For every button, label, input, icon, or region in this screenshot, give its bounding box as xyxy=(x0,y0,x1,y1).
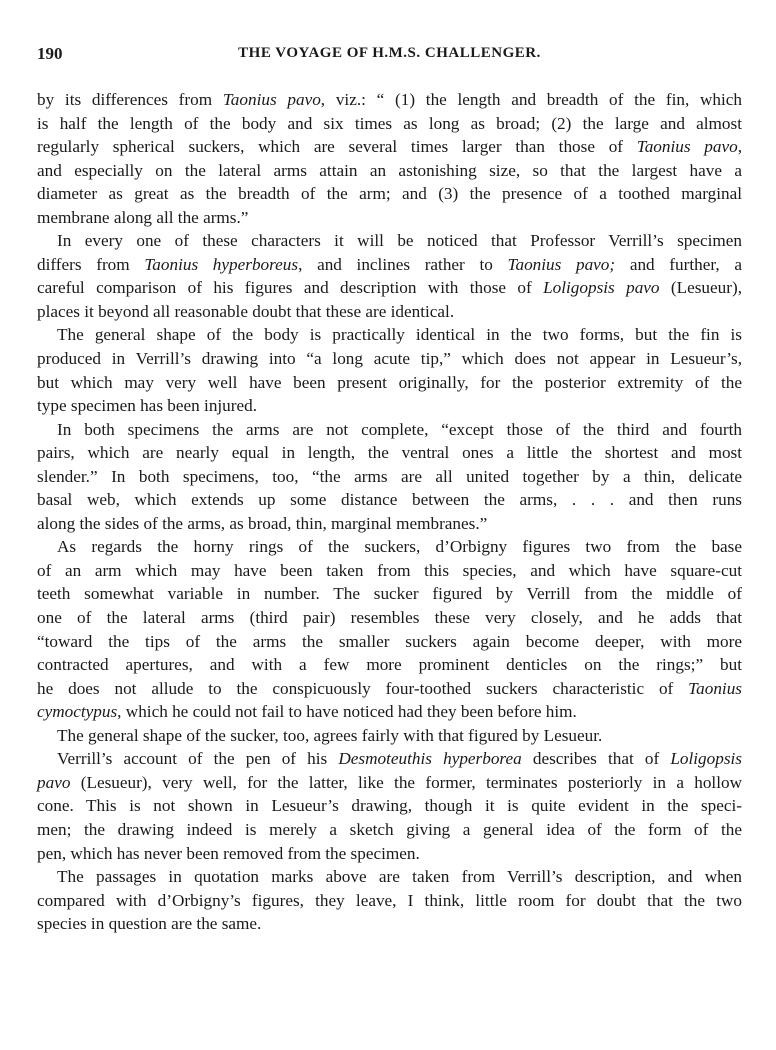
text-run: basal web, which extends up some distance between the arms, . . . and then runs xyxy=(37,490,742,510)
text-run: The general shape of the sucker, too, agrees fairly with that figured by Lesueur. xyxy=(57,725,603,745)
text-run: pen, which has never been removed from the specimen. xyxy=(37,843,420,863)
body-text xyxy=(37,88,742,936)
text-line xyxy=(37,747,742,771)
text-run: which he could not fail to have noticed had they been before him. xyxy=(121,702,577,722)
text-line xyxy=(37,512,742,536)
text-run: along the sides of the arms, as broad, thin, marginal membranes.” xyxy=(37,513,488,533)
text-run: type specimen has been injured. xyxy=(37,396,258,416)
text-run: and further, a xyxy=(615,254,742,274)
text-run: but which may very well have been present originally, for the posterior extremity of the xyxy=(37,372,742,392)
text-line xyxy=(37,842,742,866)
text-run: Verrill’s account of the pen of his xyxy=(57,749,339,769)
text-line xyxy=(37,818,742,842)
text-run: and especially on the lateral arms attain an astonishing size, so that the largest have a xyxy=(37,160,742,180)
text-run: (Lesueur), xyxy=(659,278,742,298)
text-line xyxy=(37,418,742,442)
italic-text: Taonius pavo; xyxy=(507,254,616,274)
text-line xyxy=(37,535,742,559)
text-run: , xyxy=(737,137,742,157)
text-line xyxy=(37,465,742,489)
text-line xyxy=(37,323,742,347)
text-line xyxy=(37,253,742,277)
text-run: , and inclines rather to xyxy=(298,254,508,274)
text-line xyxy=(37,371,742,395)
text-line xyxy=(37,582,742,606)
text-line xyxy=(37,394,742,418)
text-line xyxy=(37,606,742,630)
text-line xyxy=(37,347,742,371)
running-header xyxy=(37,44,742,66)
text-line xyxy=(37,182,742,206)
text-run: “toward the tips of the arms the smaller suckers again become deeper, with more xyxy=(37,631,742,651)
text-run: places it beyond all reasonable doubt that these are identical. xyxy=(37,301,455,321)
italic-text: pavo xyxy=(37,772,71,792)
text-line xyxy=(37,912,742,936)
text-line xyxy=(37,700,742,724)
text-run: As regards the horny rings of the suckers, d’Orbigny figures two from the base xyxy=(57,537,742,557)
text-line xyxy=(37,889,742,913)
text-line xyxy=(37,206,742,230)
text-run: , viz.: “ (1) the length and breadth of the fin, which xyxy=(320,90,742,109)
text-run: one of the lateral arms (third pair) resembles these very closely, and he adds that xyxy=(37,608,742,628)
text-run: careful comparison of his figures and description with those of xyxy=(37,278,544,298)
text-line xyxy=(37,724,742,748)
text-line xyxy=(37,771,742,795)
text-line xyxy=(37,112,742,136)
text-run: cone. This is not shown in Lesueur’s drawing, though it is quite evident in the speci- xyxy=(37,796,742,816)
italic-text: Taonius pavo xyxy=(636,137,738,157)
text-run: slender.” In both specimens, too, “the arms are all united together by a thin, delicate xyxy=(37,466,742,486)
text-line xyxy=(37,677,742,701)
text-line xyxy=(37,300,742,324)
text-line xyxy=(37,794,742,818)
text-line xyxy=(37,441,742,465)
text-run: membrane along all the arms.” xyxy=(37,207,249,227)
text-run: compared with d’Orbigny’s figures, they leave, I think, little room for doubt that the two xyxy=(37,890,742,910)
text-line xyxy=(37,630,742,654)
text-run: differs from xyxy=(37,254,145,274)
text-run: he does not allude to the conspicuously four-toothed suckers characteristic of xyxy=(37,678,689,698)
text-run: (Lesueur), very well, for the latter, like the former, terminates posteriorly in a hollow xyxy=(70,772,742,792)
text-run: The passages in quotation marks above are taken from Verrill’s description, and when xyxy=(57,867,742,887)
text-line xyxy=(37,135,742,159)
italic-text: Desmoteuthis hyperborea xyxy=(338,749,522,769)
italic-text: Taonius hyperboreus xyxy=(144,254,299,274)
text-run: diameter as great as the breadth of the arm; and (3) the presence of a toothed marginal xyxy=(37,184,742,204)
text-run: of an arm which may have been taken from this species, and which have square-cut xyxy=(37,560,742,580)
text-run: men; the drawing indeed is merely a sketch giving a general idea of the form of the xyxy=(37,819,742,839)
text-run: species in question are the same. xyxy=(37,914,262,934)
text-line xyxy=(37,229,742,253)
text-line xyxy=(37,559,742,583)
text-line xyxy=(37,276,742,300)
text-line xyxy=(37,159,742,183)
text-line xyxy=(37,865,742,889)
italic-text: Taonius pavo xyxy=(222,90,321,109)
text-run: is half the length of the body and six times as long as broad; (2) the large and almost xyxy=(37,113,742,133)
text-run: In every one of these characters it will be noticed that Professor Verrill’s specimen xyxy=(57,231,742,251)
running-title: THE VOYAGE OF H.M.S. CHALLENGER. xyxy=(238,45,541,61)
text-run: The general shape of the body is practically identical in the two forms, but the fin is xyxy=(57,325,742,345)
text-run: In both specimens the arms are not complete, “except those of the third and fourth xyxy=(57,419,742,439)
text-run: teeth somewhat variable in number. The sucker figured by Verrill from the middle of xyxy=(37,584,742,604)
italic-text: Taonius xyxy=(688,678,742,698)
text-run: pairs, which are nearly equal in length, the ventral ones a little the shortest and most xyxy=(37,443,742,463)
text-run: by its differences from xyxy=(37,90,223,109)
text-run: contracted apertures, and with a few more prominent denticles on the rings;” but xyxy=(37,655,742,675)
text-run: describes that of xyxy=(521,749,671,769)
text-run: regularly spherical suckers, which are several times larger than those of xyxy=(37,137,637,157)
page-number: 190 xyxy=(37,44,63,63)
text-line xyxy=(37,88,742,112)
text-run: produced in Verrill’s drawing into “a long acute tip,” which does not appear in Lesueur’s, xyxy=(37,349,742,369)
italic-text: Loligopsis xyxy=(670,749,742,769)
italic-text: cymoctypus, xyxy=(37,702,122,722)
text-line xyxy=(37,488,742,512)
text-line xyxy=(37,653,742,677)
italic-text: Loligopsis pavo xyxy=(543,278,660,298)
